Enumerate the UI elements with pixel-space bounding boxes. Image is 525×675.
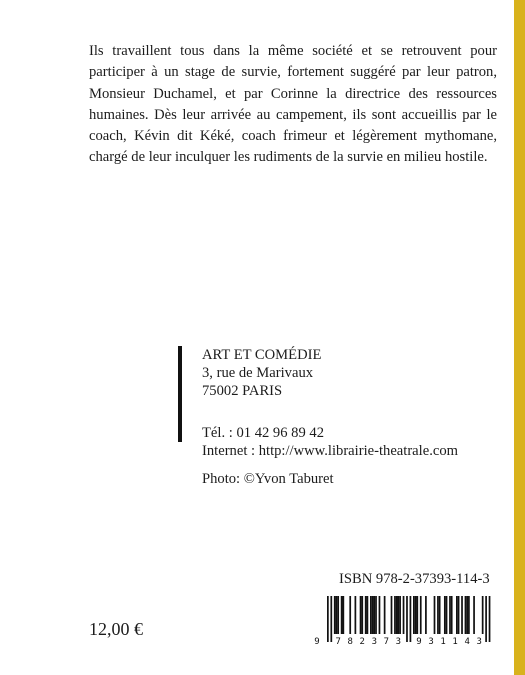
barcode-digit: 1: [440, 637, 446, 646]
barcode-bar: [485, 596, 487, 642]
barcode-bar: [370, 596, 372, 634]
barcode-bar: [482, 596, 484, 634]
barcode-digit: 7: [335, 637, 341, 646]
back-cover-blurb: Ils travaillent tous dans la même société et se retrouvent pour participer à un stage de survie, fortement suggéré par leur patron, Monsieur Duchamel, et par Corinne la directrice des ressources humaines. Dès leur arrivée au campement, ils sont accueillis par le coach, Kévin dit Kéké, coach frimeur et légèrement mythomane, chargé de leur inculquer les rudiments de la survie en milieu hostile.: [89, 43, 497, 166]
barcode-bar: [365, 596, 367, 634]
barcode-bar: [461, 596, 463, 634]
barcode-bar: [384, 596, 386, 634]
spine-color-strip: [514, 0, 525, 675]
barcode-bar: [444, 596, 446, 634]
barcode-bar: [466, 596, 468, 634]
barcode-bar: [341, 596, 343, 634]
barcode-bar: [367, 596, 369, 634]
isbn-number: ISBN 978-2-37393-114-3: [339, 571, 490, 587]
publisher-address-block: [178, 346, 458, 459]
barcode-bar: [398, 596, 400, 634]
publisher-name: ART ET COMÉDIE: [202, 347, 322, 363]
barcode-digit: 3: [371, 637, 378, 646]
barcode-bar: [336, 596, 338, 634]
barcode-bar: [468, 596, 470, 634]
barcode-digit: 8: [347, 637, 353, 646]
barcode-bar: [439, 596, 441, 634]
barcode-digit: 3: [476, 637, 482, 646]
barcode-bar: [375, 596, 377, 634]
barcode-bar: [416, 596, 418, 634]
barcode-bar: [458, 596, 460, 634]
barcode-digit: 9: [314, 637, 320, 646]
barcode-bar: [327, 596, 329, 642]
barcode-bar: [342, 596, 344, 634]
barcode-bar: [372, 596, 374, 634]
barcode-bar: [465, 596, 467, 634]
barcode-bar: [449, 596, 451, 634]
barcode-bar: [391, 596, 393, 634]
barcode-bar: [437, 596, 439, 634]
barcode-digit: 1: [452, 637, 458, 646]
barcode-bar: [349, 596, 351, 634]
barcode-bar: [379, 596, 381, 634]
publisher-city: 75002 PARIS: [202, 383, 283, 399]
photo-credit: Photo: ©Yvon Taburet: [202, 471, 334, 487]
barcode-bar: [451, 596, 453, 634]
barcode-bar: [360, 596, 362, 634]
barcode-bar: [396, 596, 398, 634]
publisher-phone: Tél. : 01 42 96 89 42: [202, 425, 325, 441]
barcode-bar: [415, 596, 417, 634]
barcode-bar: [361, 596, 363, 634]
publisher-website: Internet : http://www.librairie-theatrale.com: [202, 443, 458, 459]
barcode-bar: [330, 596, 332, 642]
barcode-bar: [394, 596, 396, 634]
barcode-bar: [410, 596, 412, 642]
barcode-bar: [420, 596, 422, 634]
barcode-bar: [425, 596, 427, 634]
barcode-digit: 3: [395, 637, 402, 646]
publisher-street: 3, rue de Marivaux: [202, 365, 314, 381]
isbn-barcode: [313, 594, 499, 646]
barcode-bar: [413, 596, 415, 634]
barcode-bar: [434, 596, 436, 634]
price-label: 12,00 €: [89, 619, 143, 639]
barcode-bar: [406, 596, 408, 642]
barcode-bar: [456, 596, 458, 634]
barcode-bar: [337, 596, 339, 634]
barcode-bar: [334, 596, 336, 634]
barcode-bar: [399, 596, 401, 634]
barcode-digit: 4: [464, 637, 470, 646]
barcode-bar: [489, 596, 491, 642]
barcode-digit: 3: [428, 637, 434, 646]
barcode-bar: [446, 596, 448, 634]
barcode-bar: [355, 596, 357, 634]
barcode-bar: [403, 596, 405, 634]
barcode-digit: 9: [416, 637, 422, 646]
barcode-bar: [373, 596, 375, 634]
barcode-digit: 2: [359, 637, 365, 646]
barcode-bar: [473, 596, 475, 634]
barcode-digit: 7: [383, 637, 390, 646]
